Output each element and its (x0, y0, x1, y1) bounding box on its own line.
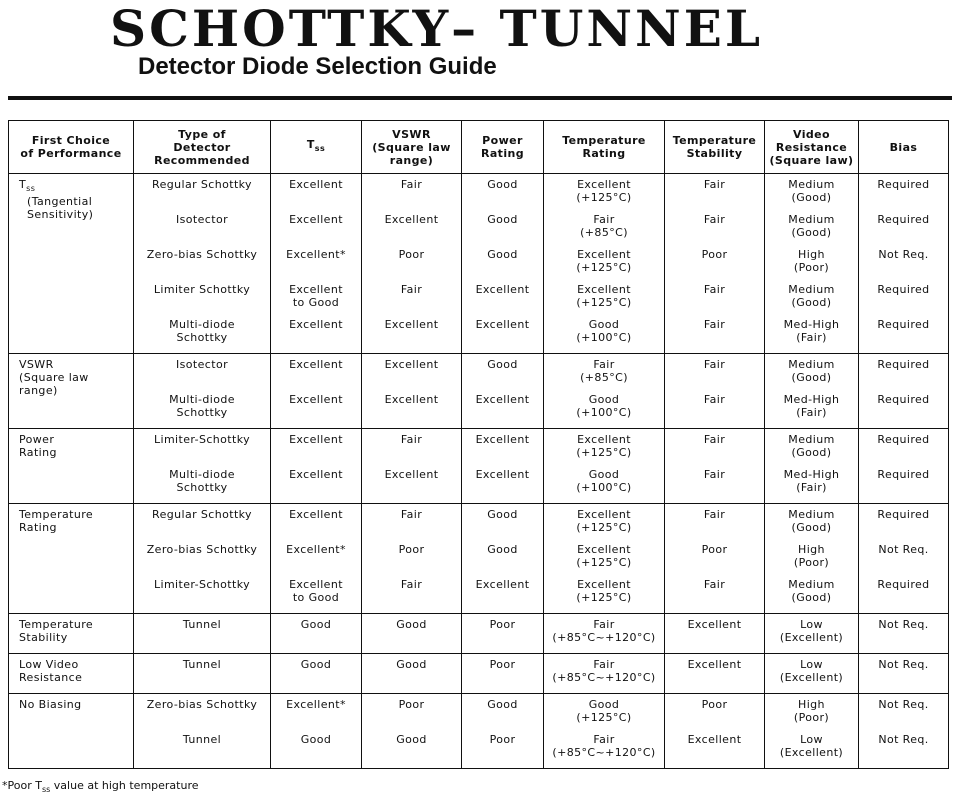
cell-entry: Fair (703, 468, 726, 481)
cell-entry: Not Req. (878, 543, 929, 556)
table-section-row (9, 429, 949, 504)
cell-entry: Excellent (+125°C) (576, 543, 632, 569)
cell-entry: Fair (400, 578, 423, 591)
cell-entry: Poor (701, 248, 728, 261)
cell-entry: Poor (701, 698, 728, 711)
cell-entry: Excellent (289, 468, 343, 481)
cell-video-resistance (765, 654, 859, 694)
cell-temperature-stability (665, 504, 765, 614)
cell-vswr (362, 504, 462, 614)
cell-entry: Good (+100°C) (576, 318, 632, 344)
cell-power-rating (462, 429, 544, 504)
cell-temperature-stability (665, 429, 765, 504)
cell-vswr (362, 614, 462, 654)
cell-entry: Excellent (+125°C) (576, 248, 632, 274)
col-header-first-choice: First Choice of Performance (9, 121, 134, 174)
cell-tss (271, 654, 362, 694)
cell-entry: Zero-bias Schottky (146, 698, 258, 711)
cell-power-rating (462, 694, 544, 769)
cell-entry: Fair (703, 578, 726, 591)
col-header-temperature-stability: Temperature Stability (665, 121, 765, 174)
cell-video-resistance (765, 504, 859, 614)
cell-entry: Multi-diode Schottky (169, 318, 235, 344)
section-label (9, 694, 134, 769)
cell-entry: Multi-diode Schottky (169, 468, 235, 494)
cell-entry: Good (+100°C) (576, 468, 632, 494)
cell-entry: Fair (703, 283, 726, 296)
cell-entry: Not Req. (878, 733, 929, 746)
cell-entry: Fair (703, 178, 726, 191)
cell-entry: Good (487, 508, 518, 521)
cell-entry: Good (487, 698, 518, 711)
cell-entry: Excellent (475, 393, 530, 406)
cell-entry: Required (877, 433, 930, 446)
cell-detector-type (134, 694, 271, 769)
col-header-video-resistance: Video Resistance (Square law) (765, 121, 859, 174)
cell-bias (859, 694, 949, 769)
cell-detector-type (134, 504, 271, 614)
cell-entry: Not Req. (878, 248, 929, 261)
cell-entry: Excellent (289, 433, 343, 446)
cell-entry: Excellent* (286, 543, 346, 556)
section-label-text: Temperature Stability (19, 618, 94, 644)
cell-entry: Medium (Good) (788, 433, 835, 459)
section-label-subscript: ss (26, 184, 36, 194)
section-label (9, 504, 134, 614)
footnote-prefix: *Poor T (2, 779, 42, 792)
section-label-text: No Biasing (19, 698, 82, 711)
col-header-vswr: VSWR (Square law range) (362, 121, 462, 174)
cell-entry: Medium (Good) (788, 213, 835, 239)
cell-tss (271, 429, 362, 504)
cell-entry: Fair (+85°C~+120°C) (552, 618, 656, 644)
cell-entry: Fair (+85°C) (580, 213, 628, 239)
cell-tss (271, 614, 362, 654)
section-label-text: Low Video Resistance (19, 658, 83, 684)
section-label-text: Temperature Rating (19, 508, 94, 534)
cell-entry: Not Req. (878, 698, 929, 711)
cell-power-rating (462, 614, 544, 654)
cell-entry: Required (877, 213, 930, 226)
cell-temperature-rating (544, 694, 665, 769)
cell-entry: Excellent (289, 178, 343, 191)
cell-entry: Required (877, 358, 930, 371)
col-header-power-rating: Power Rating (462, 121, 544, 174)
cell-vswr (362, 174, 462, 354)
cell-entry: High (Poor) (793, 248, 830, 274)
section-label-text: T (19, 178, 27, 191)
cell-entry: Excellent* (286, 698, 346, 711)
section-label (9, 429, 134, 504)
cell-temperature-stability (665, 354, 765, 429)
cell-entry: Required (877, 468, 930, 481)
cell-bias (859, 614, 949, 654)
cell-entry: Fair (703, 433, 726, 446)
cell-entry: Required (877, 178, 930, 191)
cell-entry: Excellent (+125°C) (576, 508, 632, 534)
cell-entry: Fair (400, 433, 423, 446)
cell-bias (859, 354, 949, 429)
cell-bias (859, 174, 949, 354)
cell-entry: Regular Schottky (152, 508, 252, 521)
cell-temperature-rating (544, 354, 665, 429)
cell-entry: Med-High (Fair) (783, 393, 840, 419)
cell-entry: Medium (Good) (788, 508, 835, 534)
cell-entry: Excellent (687, 618, 742, 631)
cell-entry: Excellent (384, 358, 439, 371)
cell-entry: Medium (Good) (788, 358, 835, 384)
cell-entry: Good (+125°C) (576, 698, 632, 724)
cell-entry: Low (Excellent) (779, 658, 844, 684)
cell-entry: Not Req. (878, 618, 929, 631)
cell-entry: Zero-bias Schottky (146, 543, 258, 556)
cell-bias (859, 504, 949, 614)
cell-entry: Fair (+85°C~+120°C) (552, 658, 656, 684)
cell-entry: Excellent (475, 468, 530, 481)
cell-entry: Good (487, 213, 518, 226)
table-header-row (9, 121, 949, 174)
cell-tss (271, 174, 362, 354)
cell-tss (271, 354, 362, 429)
cell-detector-type (134, 174, 271, 354)
cell-entry: Required (877, 578, 930, 591)
cell-entry: Excellent (289, 318, 343, 331)
footnote-subscript: ss (41, 785, 51, 795)
section-label (9, 614, 134, 654)
tss-header-subscript: ss (314, 144, 326, 154)
cell-vswr (362, 354, 462, 429)
cell-entry: Poor (398, 543, 425, 556)
cell-video-resistance (765, 694, 859, 769)
cell-bias (859, 429, 949, 504)
cell-entry: Fair (400, 283, 423, 296)
cell-entry: High (Poor) (793, 698, 830, 724)
cell-entry: Fair (+85°C) (580, 358, 628, 384)
cell-entry: Good (487, 358, 518, 371)
cell-temperature-rating (544, 504, 665, 614)
cell-entry: Regular Schottky (152, 178, 252, 191)
cell-entry: Not Req. (878, 658, 929, 671)
cell-detector-type (134, 354, 271, 429)
cell-entry: Fair (703, 393, 726, 406)
cell-entry: Multi-diode Schottky (169, 393, 235, 419)
cell-entry: Limiter-Schottky (153, 578, 251, 591)
table-section-row (9, 654, 949, 694)
cell-vswr (362, 694, 462, 769)
table-section-row (9, 174, 949, 354)
cell-entry: Tunnel (182, 618, 222, 631)
cell-entry: Excellent (384, 393, 439, 406)
cell-entry: Excellent (687, 733, 742, 746)
section-label-text: Power Rating (19, 433, 57, 459)
cell-entry: Limiter Schottky (153, 283, 251, 296)
cell-detector-type (134, 614, 271, 654)
cell-entry: Good (300, 733, 332, 746)
cell-entry: Required (877, 318, 930, 331)
cell-entry: Poor (489, 733, 516, 746)
cell-entry: Low (Excellent) (779, 733, 844, 759)
cell-entry: Good (300, 658, 332, 671)
cell-entry: Zero-bias Schottky (146, 248, 258, 261)
cell-video-resistance (765, 614, 859, 654)
cell-temperature-stability (665, 694, 765, 769)
cell-entry: Poor (489, 658, 516, 671)
cell-power-rating (462, 654, 544, 694)
cell-entry: Tunnel (182, 733, 222, 746)
cell-video-resistance (765, 174, 859, 354)
cell-temperature-rating (544, 174, 665, 354)
cell-entry: Excellent (475, 578, 530, 591)
cell-entry: Good (396, 618, 427, 631)
title-rule (8, 96, 952, 100)
cell-entry: Med-High (Fair) (783, 468, 840, 494)
cell-entry: Good (300, 618, 332, 631)
cell-entry: Excellent (475, 283, 530, 296)
cell-power-rating (462, 354, 544, 429)
table-section-row (9, 504, 949, 614)
cell-entry: Excellent (+125°C) (576, 283, 632, 309)
section-label (9, 654, 134, 694)
cell-temperature-rating (544, 614, 665, 654)
cell-bias (859, 654, 949, 694)
cell-entry: Excellent (289, 358, 343, 371)
cell-vswr (362, 654, 462, 694)
table-section-row (9, 614, 949, 654)
cell-entry: Fair (703, 508, 726, 521)
cell-entry: Fair (703, 318, 726, 331)
cell-entry: Excellent to Good (289, 578, 343, 604)
section-label (9, 174, 134, 354)
cell-temperature-rating (544, 429, 665, 504)
col-header-bias: Bias (859, 121, 949, 174)
cell-entry: Required (877, 393, 930, 406)
cell-video-resistance (765, 429, 859, 504)
cell-entry: Good (487, 248, 518, 261)
cell-entry: Excellent to Good (289, 283, 343, 309)
cell-entry: Required (877, 283, 930, 296)
cell-entry: Poor (701, 543, 728, 556)
cell-entry: Fair (400, 178, 423, 191)
table-section-row (9, 354, 949, 429)
cell-entry: Excellent (+125°C) (576, 578, 632, 604)
document-subtitle: Detector Diode Selection Guide (138, 53, 497, 80)
cell-entry: Med-High (Fair) (783, 318, 840, 344)
cell-video-resistance (765, 354, 859, 429)
cell-entry: Excellent (475, 318, 530, 331)
section-label-detail: (Tangential Sensitivity) (27, 195, 94, 222)
cell-entry: Poor (489, 618, 516, 631)
cell-vswr (362, 429, 462, 504)
cell-entry: Limiter-Schottky (153, 433, 251, 446)
document-title: SCHOTTKY– TUNNEL (110, 0, 764, 58)
cell-entry: Low (Excellent) (779, 618, 844, 644)
cell-entry: Poor (398, 698, 425, 711)
cell-entry: Medium (Good) (788, 578, 835, 604)
cell-entry: Tunnel (182, 658, 222, 671)
cell-detector-type (134, 654, 271, 694)
cell-entry: Poor (398, 248, 425, 261)
cell-entry: Medium (Good) (788, 283, 835, 309)
cell-power-rating (462, 504, 544, 614)
cell-entry: Excellent (384, 213, 439, 226)
cell-temperature-stability (665, 654, 765, 694)
cell-entry: Excellent (+125°C) (576, 433, 632, 459)
cell-entry: Excellent (289, 508, 343, 521)
cell-tss (271, 504, 362, 614)
selection-guide-table (8, 120, 949, 769)
cell-entry: Isotector (176, 213, 228, 226)
col-header-tss (271, 121, 362, 174)
cell-entry: Excellent (384, 318, 439, 331)
col-header-temperature-rating: Temperature Rating (544, 121, 665, 174)
footnote (2, 779, 199, 794)
section-label (9, 354, 134, 429)
cell-power-rating (462, 174, 544, 354)
cell-entry: Fair (+85°C~+120°C) (552, 733, 656, 759)
cell-entry: Good (396, 733, 427, 746)
cell-entry: Excellent (475, 433, 530, 446)
cell-entry: Fair (703, 358, 726, 371)
cell-temperature-stability (665, 174, 765, 354)
cell-entry: Good (487, 543, 518, 556)
cell-temperature-rating (544, 654, 665, 694)
cell-entry: Isotector (176, 358, 228, 371)
cell-entry: Good (487, 178, 518, 191)
cell-entry: High (Poor) (793, 543, 830, 569)
cell-temperature-stability (665, 614, 765, 654)
cell-entry: Good (+100°C) (576, 393, 632, 419)
table-section-row (9, 694, 949, 769)
tss-header-label: T (306, 138, 315, 152)
cell-entry: Excellent (289, 393, 343, 406)
cell-entry: Excellent (384, 468, 439, 481)
cell-entry: Good (396, 658, 427, 671)
cell-entry: Excellent (289, 213, 343, 226)
section-label-text: VSWR (Square law range) (19, 358, 89, 397)
footnote-suffix: value at high temperature (50, 779, 199, 792)
cell-entry: Required (877, 508, 930, 521)
cell-entry: Excellent* (286, 248, 346, 261)
cell-entry: Excellent (687, 658, 742, 671)
cell-entry: Excellent (+125°C) (576, 178, 632, 204)
col-header-detector-type: Type of Detector Recommended (134, 121, 271, 174)
cell-detector-type (134, 429, 271, 504)
cell-tss (271, 694, 362, 769)
cell-entry: Fair (703, 213, 726, 226)
cell-entry: Medium (Good) (788, 178, 835, 204)
cell-entry: Fair (400, 508, 423, 521)
